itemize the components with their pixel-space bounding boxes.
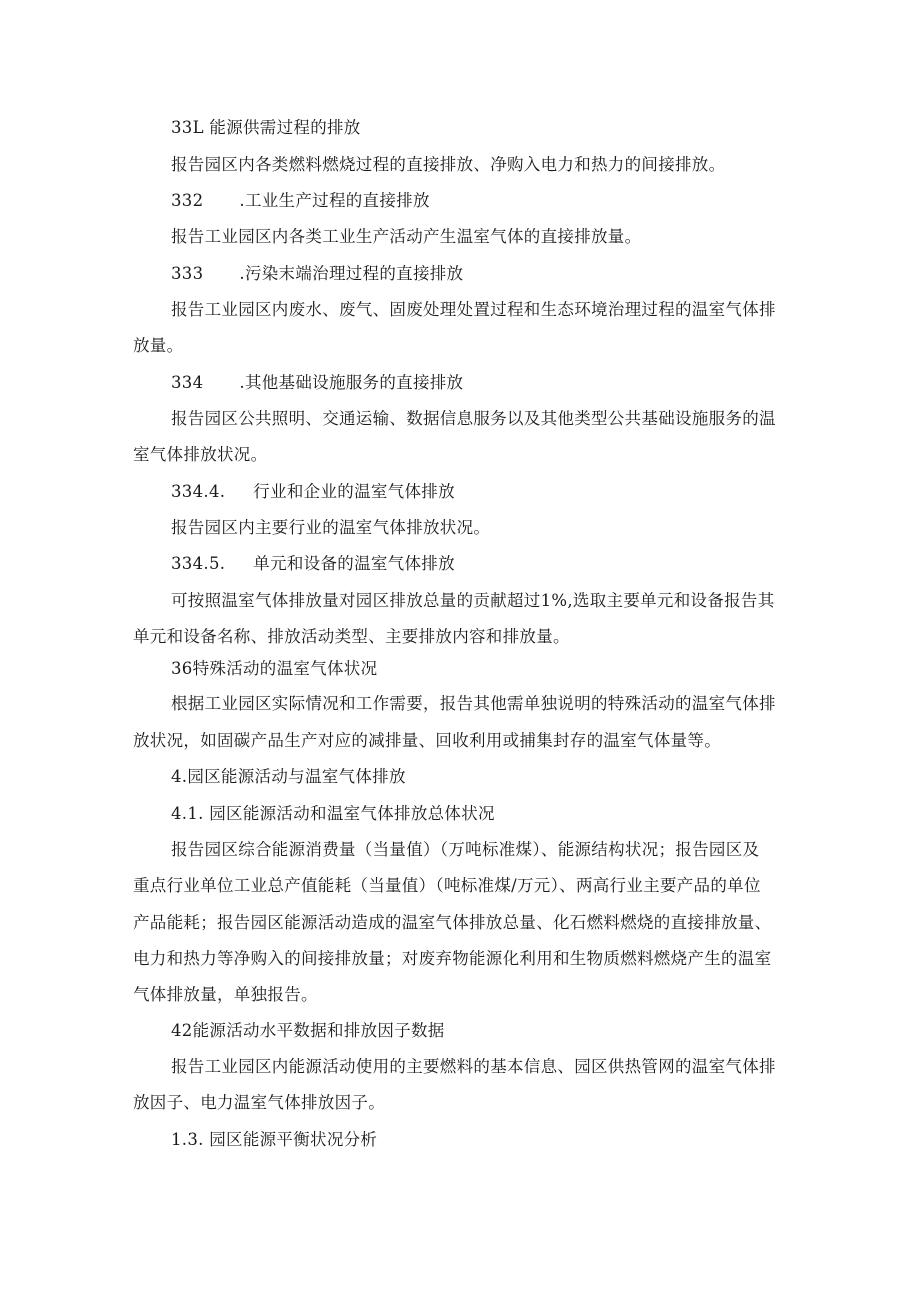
paragraph-line bbox=[133, 876, 761, 896]
heading-text: 33L 能源供需过程的排放 bbox=[171, 118, 361, 137]
paragraph-text: 放因子、电力温室气体排放因子。 bbox=[133, 1093, 385, 1112]
paragraph-text: 报告工业园区内能源活动使用的主要燃料的基本信息、园区供热管网的温室气体排 bbox=[171, 1057, 776, 1076]
paragraph-line bbox=[133, 445, 267, 465]
paragraph-line bbox=[133, 949, 771, 969]
section-heading bbox=[171, 554, 455, 574]
paragraph-line bbox=[171, 840, 759, 860]
paragraph-text: 报告园区内各类燃料燃烧过程的直接排放、净购入电力和热力的间接排放。 bbox=[171, 155, 726, 174]
paragraph-line bbox=[171, 155, 725, 175]
paragraph-text: 可按照温室气体排放量对园区排放总量的贡献超过1%,选取主要单元和设备报告其 bbox=[171, 591, 775, 610]
heading-text: 单元和设备的温室气体排放 bbox=[253, 554, 455, 573]
paragraph-text: 报告园区内主要行业的温室气体排放状况。 bbox=[171, 518, 491, 537]
paragraph-line bbox=[133, 1093, 385, 1113]
paragraph-text: 产品能耗；报告园区能源活动造成的温室气体排放总量、化石燃料燃烧的直接排放量、 bbox=[133, 913, 772, 932]
heading-text: .其他基础设施服务的直接排放 bbox=[239, 373, 464, 392]
heading-text: 4.园区能源活动与温室气体排放 bbox=[171, 767, 406, 786]
paragraph-line bbox=[171, 409, 776, 429]
section-heading bbox=[171, 1130, 377, 1150]
paragraph-line bbox=[133, 913, 771, 933]
paragraph-text: 报告园区综合能源消费量（当量值）（万吨标准煤）、能源结构状况；报告园区及 bbox=[171, 840, 760, 859]
paragraph-text: 放量。 bbox=[133, 336, 184, 355]
section-number: 334.5. bbox=[171, 554, 226, 573]
section-number: 332 bbox=[171, 191, 204, 210]
paragraph-line bbox=[171, 300, 776, 320]
heading-text: .工业生产过程的直接排放 bbox=[239, 191, 430, 210]
paragraph-text: 报告工业园区内各类工业生产活动产生温室气体的直接排放量。 bbox=[171, 227, 642, 246]
paragraph-line bbox=[171, 518, 490, 538]
paragraph-text: 报告工业园区内废水、废气、固废处理处置过程和生态环境治理过程的温室气体排 bbox=[171, 300, 776, 319]
paragraph-text: 根据工业园区实际情况和工作需要，报告其他需单独说明的特殊活动的温室气体排 bbox=[171, 694, 776, 713]
section-heading bbox=[171, 118, 361, 138]
paragraph-text: 室气体排放状况。 bbox=[133, 445, 268, 464]
paragraph-line bbox=[133, 627, 570, 647]
paragraph-line bbox=[133, 336, 183, 356]
paragraph-line bbox=[171, 1057, 776, 1077]
section-heading bbox=[171, 767, 406, 787]
section-heading bbox=[171, 1021, 445, 1041]
heading-text: 行业和企业的温室气体排放 bbox=[253, 482, 455, 501]
heading-text: 36特殊活动的温室气体状况 bbox=[171, 659, 378, 678]
section-heading bbox=[171, 191, 430, 211]
section-heading bbox=[171, 482, 455, 502]
paragraph-line bbox=[133, 731, 721, 751]
paragraph-line bbox=[171, 591, 775, 611]
paragraph-line bbox=[171, 694, 776, 714]
section-number: 334 bbox=[171, 373, 204, 392]
section-heading bbox=[171, 659, 377, 679]
paragraph-line bbox=[133, 985, 318, 1005]
section-heading bbox=[171, 373, 463, 393]
section-heading bbox=[171, 264, 463, 284]
section-heading bbox=[171, 804, 495, 824]
paragraph-line bbox=[171, 227, 641, 247]
heading-text: 42能源活动水平数据和排放因子数据 bbox=[171, 1021, 445, 1040]
paragraph-text: 重点行业单位工业总产值能耗（当量值）（吨标准煤/万元）、两高行业主要产品的单位 bbox=[133, 876, 761, 895]
heading-text: .污染末端治理过程的直接排放 bbox=[239, 264, 464, 283]
heading-text: 1.3. 园区能源平衡状况分析 bbox=[171, 1130, 378, 1149]
paragraph-text: 报告园区公共照明、交通运输、数据信息服务以及其他类型公共基础设施服务的温 bbox=[171, 409, 776, 428]
section-number: 334.4. bbox=[171, 482, 226, 501]
paragraph-text: 单元和设备名称、排放活动类型、主要排放内容和排放量。 bbox=[133, 627, 570, 646]
paragraph-text: 放状况，如固碳产品生产对应的减排量、回收利用或捕集封存的温室气体量等。 bbox=[133, 731, 721, 750]
paragraph-text: 电力和热力等净购入的间接排放量；对废弃物能源化利用和生物质燃料燃烧产生的温室 bbox=[133, 949, 772, 968]
heading-text: 4.1. 园区能源活动和温室气体排放总体状况 bbox=[171, 804, 495, 823]
paragraph-text: 气体排放量，单独报告。 bbox=[133, 985, 318, 1004]
section-number: 333 bbox=[171, 264, 204, 283]
